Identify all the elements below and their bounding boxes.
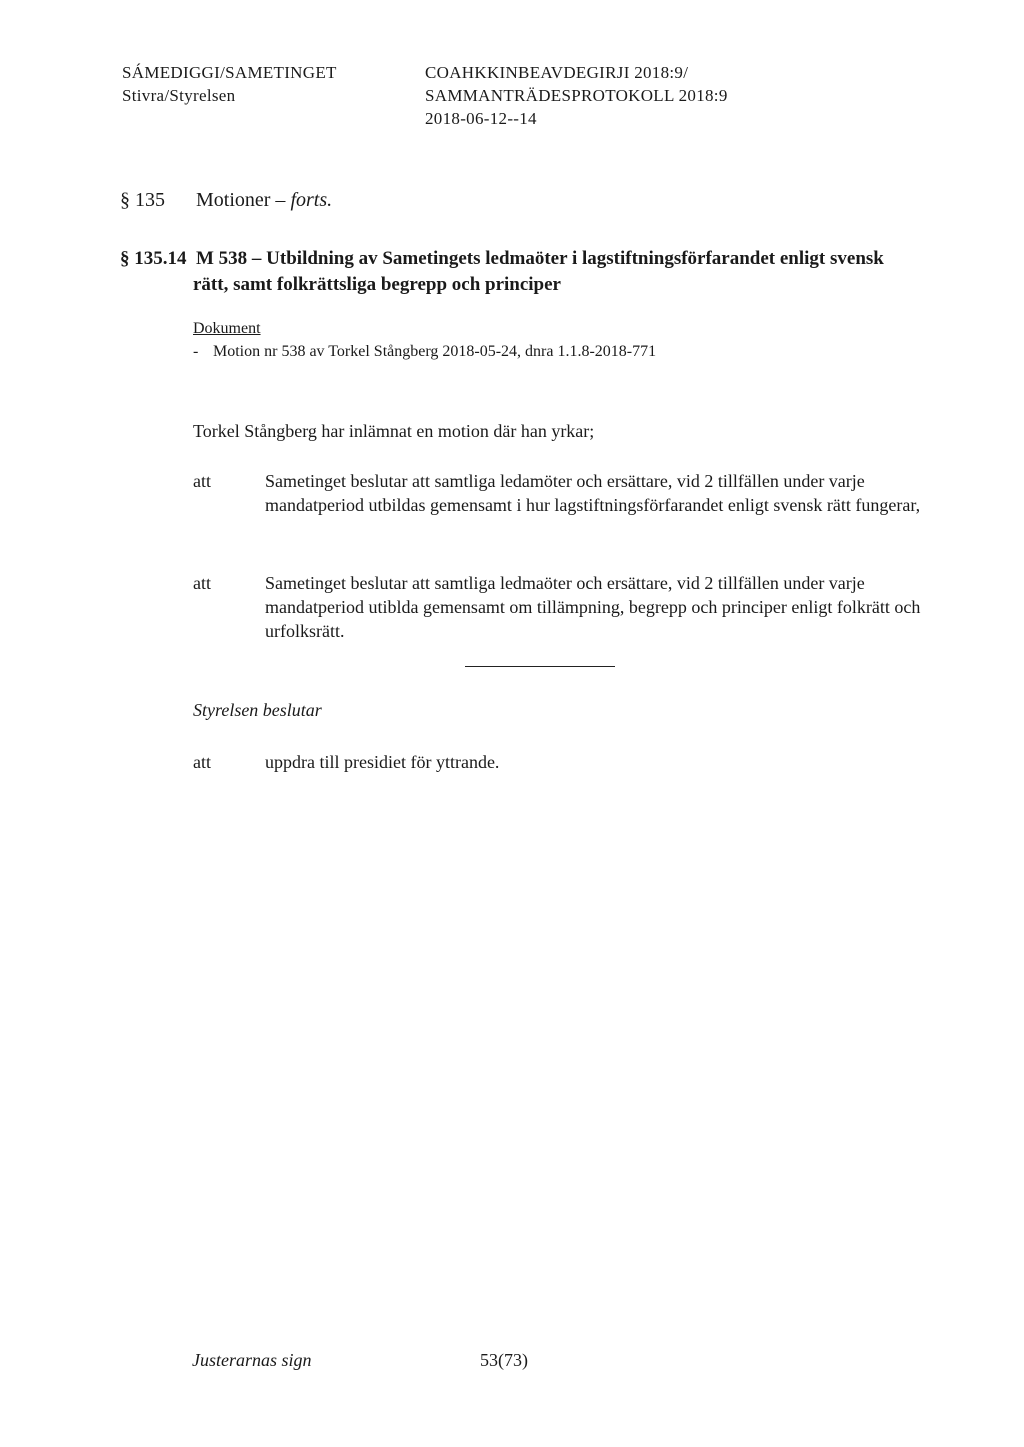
demand-text: Sametinget beslutar att samtliga ledmaöter och ersättare, vid 2 tillfällen under varje mandatperiod utiblda gemensamt om tillämpning, begrepp och principer enligt folkrätt och urfolksrätt.	[265, 573, 921, 641]
protocol-title-swedish: SAMMANTRÄDESPROTOKOLL 2018:9	[425, 86, 728, 105]
section-title-main: Motioner –	[196, 189, 291, 211]
demand-text: Sametinget beslutar att samtliga ledamöter och ersättare, vid 2 tillfällen under varje mandatperiod utbildas gemensamt i hur lagstiftningsförfarandet enligt svensk rätt fungerar,	[265, 471, 921, 515]
document-item-text: Motion nr 538 av Torkel Stångberg 2018-05-24, dnra 1.1.8-2018-771	[213, 343, 657, 360]
document-item	[193, 343, 656, 361]
protocol-date: 2018-06-12--14	[425, 109, 537, 128]
section-title-continued: forts.	[290, 189, 333, 211]
subsection-number: § 135.14	[120, 248, 187, 269]
decision-label: att	[193, 752, 211, 772]
divider-line	[465, 666, 615, 667]
section-title	[196, 189, 332, 212]
demand-label: att	[193, 471, 211, 491]
page-number: 53(73)	[480, 1350, 528, 1370]
section-number: § 135	[120, 189, 165, 211]
subsection-title-line2: rätt, samt folkrättsliga begrepp och principer	[193, 274, 561, 295]
protocol-title-sami: COAHKKINBEAVDEGIRJI 2018:9/	[425, 63, 689, 82]
documents-heading: Dokument	[193, 320, 261, 337]
org-unit: Stivra/Styrelsen	[122, 86, 236, 105]
decision-heading: Styrelsen beslutar	[193, 700, 322, 720]
org-name: SÁMEDIGGI/SAMETINGET	[122, 63, 337, 82]
demand-label: att	[193, 573, 211, 593]
motion-intro: Torkel Stångberg har inlämnat en motion där han yrkar;	[193, 421, 595, 441]
signature-label: Justerarnas sign	[192, 1350, 312, 1370]
list-dash: -	[193, 343, 199, 360]
decision-text: uppdra till presidiet för yttrande.	[265, 752, 500, 772]
subsection-title-line1: M 538 – Utbildning av Sametingets ledmaöter i lagstiftningsförfarandet enligt svensk	[196, 248, 884, 269]
